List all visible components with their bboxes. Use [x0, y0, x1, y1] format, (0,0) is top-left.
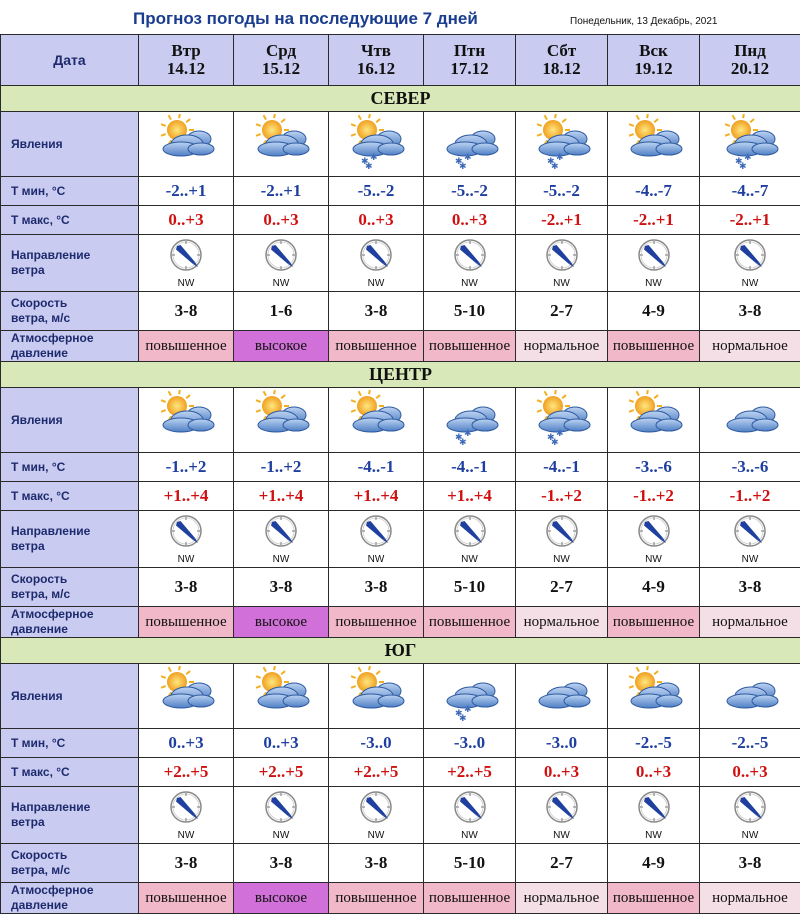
- phenomena-cell: [700, 664, 800, 729]
- phenomena-cell: [516, 664, 608, 729]
- wind-direction-value: NW: [516, 554, 607, 565]
- tmax-value: 0..+3: [516, 758, 608, 787]
- pressure-label: [1, 607, 139, 638]
- svg-text:✱: ✱: [547, 157, 555, 167]
- sun-cloud-icon: [345, 666, 407, 727]
- wind-direction-value: NW: [234, 278, 328, 289]
- tmax-label: Т макс, °С: [1, 206, 139, 235]
- wind-speed-label: [1, 844, 139, 883]
- phenomena-label: Явления: [1, 112, 139, 177]
- wind-direction-value: NW: [139, 278, 233, 289]
- svg-text:✱: ✱: [464, 153, 472, 163]
- day-header: [424, 35, 516, 86]
- compass-icon: [733, 238, 767, 277]
- sun-cloud-icon: [155, 390, 217, 451]
- tmax-value: -2..+1: [516, 206, 608, 235]
- tmin-label: Т мин, °С: [1, 177, 139, 206]
- wind-direction-row: [1, 235, 800, 292]
- wind-direction-cell: [234, 511, 329, 568]
- phenomena-cell: [516, 112, 608, 177]
- tmax-value: 0..+3: [234, 206, 329, 235]
- day-date: 19.12: [608, 60, 699, 78]
- tmax-value: +1..+4: [139, 482, 234, 511]
- phenomena-cell: [234, 664, 329, 729]
- date-header-row: [1, 35, 800, 86]
- svg-text:✱: ✱: [735, 157, 743, 167]
- phenomena-row: [1, 664, 800, 729]
- phenomena-cell: [139, 388, 234, 453]
- pressure-value: повышенное: [608, 331, 700, 362]
- region-row: [1, 86, 800, 112]
- wind-direction-value: NW: [329, 278, 423, 289]
- pressure-value: повышенное: [139, 883, 234, 914]
- wind-direction-row: [1, 787, 800, 844]
- tmin-value: -3..-6: [700, 453, 800, 482]
- tmin-value: -5..-2: [329, 177, 424, 206]
- wind-speed-value: 3-8: [329, 568, 424, 607]
- phenomena-cell: [329, 388, 424, 453]
- cloud-icon: [531, 666, 593, 727]
- pressure-value: высокое: [234, 607, 329, 638]
- tmax-row: [1, 206, 800, 235]
- svg-text:✱: ✱: [365, 162, 373, 170]
- cloud-icon: [719, 666, 781, 727]
- tmin-value: 0..+3: [234, 729, 329, 758]
- wind-direction-cell: [234, 235, 329, 292]
- phenomena-row: [1, 112, 800, 177]
- wind-direction-value: NW: [234, 554, 328, 565]
- pressure-value: нормальное: [516, 607, 608, 638]
- cloud-snow-icon: [439, 666, 501, 727]
- wind-speed-value: 4-9: [608, 568, 700, 607]
- pressure-value: нормальное: [700, 331, 800, 362]
- wind-direction-cell: [424, 511, 516, 568]
- sun-cloud-icon: [623, 390, 685, 451]
- wind-direction-value: NW: [424, 554, 515, 565]
- sun-cloud-snow-icon: [531, 114, 593, 175]
- phenomena-label: Явления: [1, 388, 139, 453]
- wind-direction-value: NW: [608, 830, 699, 841]
- phenomena-cell: [516, 388, 608, 453]
- forecast-table: [0, 34, 800, 914]
- phenomena-cell: [234, 388, 329, 453]
- pressure-value: высокое: [234, 331, 329, 362]
- wind-direction-cell: [608, 511, 700, 568]
- phenomena-cell: [139, 664, 234, 729]
- compass-icon: [359, 514, 393, 553]
- tmin-value: -3..0: [329, 729, 424, 758]
- region-row: [1, 638, 800, 664]
- compass-icon: [264, 238, 298, 277]
- tmin-value: -4..-7: [608, 177, 700, 206]
- tmax-value: -1..+2: [700, 482, 800, 511]
- pressure-label-line: давление: [11, 898, 138, 913]
- tmin-value: -3..0: [516, 729, 608, 758]
- tmin-row: [1, 453, 800, 482]
- svg-text:✱: ✱: [455, 433, 463, 443]
- date-header-label: Дата: [1, 35, 139, 86]
- tmin-value: 0..+3: [139, 729, 234, 758]
- tmin-value: -3..-6: [608, 453, 700, 482]
- day-of-week: Вск: [608, 42, 699, 60]
- page-title: Прогноз погоды на последующие 7 дней: [133, 9, 478, 29]
- svg-text:✱: ✱: [744, 153, 752, 163]
- compass-icon: [169, 790, 203, 829]
- phenomena-cell: [608, 664, 700, 729]
- wind-speed-label: [1, 292, 139, 331]
- sun-cloud-icon: [250, 114, 312, 175]
- wind-speed-value: 5-10: [424, 292, 516, 331]
- phenomena-label: Явления: [1, 664, 139, 729]
- sun-cloud-icon: [345, 390, 407, 451]
- phenomena-cell: [329, 664, 424, 729]
- pressure-label: [1, 331, 139, 362]
- tmax-value: +2..+5: [139, 758, 234, 787]
- tmin-value: -2..-5: [700, 729, 800, 758]
- pressure-label-line: давление: [11, 346, 138, 361]
- pressure-value: повышенное: [139, 331, 234, 362]
- compass-icon: [359, 790, 393, 829]
- compass-icon: [637, 514, 671, 553]
- pressure-value: повышенное: [608, 607, 700, 638]
- compass-icon: [359, 238, 393, 277]
- day-header: [234, 35, 329, 86]
- tmax-row: [1, 758, 800, 787]
- phenomena-cell: [139, 112, 234, 177]
- pressure-label-line: Атмосферное: [11, 883, 138, 898]
- phenomena-cell: [608, 112, 700, 177]
- tmax-value: 0..+3: [329, 206, 424, 235]
- tmax-value: 0..+3: [608, 758, 700, 787]
- sun-cloud-icon: [155, 114, 217, 175]
- phenomena-cell: [700, 112, 800, 177]
- wind-direction-cell: [608, 787, 700, 844]
- tmin-row: [1, 177, 800, 206]
- wind-speed-label-line: Скорость: [11, 296, 138, 311]
- tmin-value: -4..-1: [329, 453, 424, 482]
- tmax-value: -1..+2: [608, 482, 700, 511]
- wind-speed-label-line: Скорость: [11, 848, 138, 863]
- wind-speed-value: 3-8: [329, 844, 424, 883]
- wind-speed-value: 3-8: [700, 844, 800, 883]
- tmin-value: -2..+1: [234, 177, 329, 206]
- wind-direction-cell: [329, 235, 424, 292]
- tmin-value: -4..-7: [700, 177, 800, 206]
- svg-text:✱: ✱: [459, 438, 467, 446]
- day-of-week: Птн: [424, 42, 515, 60]
- phenomena-cell: [700, 388, 800, 453]
- svg-text:✱: ✱: [464, 705, 472, 715]
- region-name: ЮГ: [1, 638, 800, 664]
- wind-direction-cell: [424, 235, 516, 292]
- day-date: 15.12: [234, 60, 328, 78]
- wind-direction-label: [1, 787, 139, 844]
- tmin-value: -1..+2: [234, 453, 329, 482]
- day-date: 17.12: [424, 60, 515, 78]
- wind-direction-value: NW: [329, 830, 423, 841]
- wind-direction-value: NW: [700, 554, 800, 565]
- pressure-row: [1, 607, 800, 638]
- wind-direction-cell: [700, 511, 800, 568]
- tmax-value: +2..+5: [424, 758, 516, 787]
- cloud-snow-icon: [439, 114, 501, 175]
- pressure-value: нормальное: [516, 331, 608, 362]
- sun-cloud-snow-icon: [719, 114, 781, 175]
- day-of-week: Сбт: [516, 42, 607, 60]
- day-date: 14.12: [139, 60, 233, 78]
- svg-text:✱: ✱: [459, 714, 467, 722]
- sun-cloud-snow-icon: [531, 390, 593, 451]
- pressure-value: повышенное: [424, 331, 516, 362]
- svg-text:✱: ✱: [459, 162, 467, 170]
- svg-text:✱: ✱: [455, 157, 463, 167]
- wind-speed-label-line: ветра, м/с: [11, 311, 138, 326]
- wind-direction-value: NW: [608, 554, 699, 565]
- svg-text:✱: ✱: [556, 153, 564, 163]
- wind-direction-label-line: ветра: [11, 539, 138, 554]
- wind-speed-value: 3-8: [139, 568, 234, 607]
- svg-text:✱: ✱: [551, 438, 559, 446]
- pressure-value: повышенное: [329, 883, 424, 914]
- region-name: СЕВЕР: [1, 86, 800, 112]
- compass-icon: [264, 790, 298, 829]
- svg-text:✱: ✱: [556, 429, 564, 439]
- wind-direction-label-line: ветра: [11, 815, 138, 830]
- wind-speed-value: 4-9: [608, 844, 700, 883]
- phenomena-cell: [424, 112, 516, 177]
- compass-icon: [545, 514, 579, 553]
- day-header: [608, 35, 700, 86]
- day-of-week: Втр: [139, 42, 233, 60]
- wind-direction-cell: [139, 511, 234, 568]
- pressure-value: повышенное: [329, 331, 424, 362]
- phenomena-cell: [424, 388, 516, 453]
- day-of-week: Чтв: [329, 42, 423, 60]
- current-date: Понедельник, 13 Декабрь, 2021: [570, 16, 717, 27]
- wind-direction-row: [1, 511, 800, 568]
- pressure-row: [1, 883, 800, 914]
- tmin-value: -2..+1: [139, 177, 234, 206]
- pressure-value: повышенное: [424, 607, 516, 638]
- tmax-value: 0..+3: [139, 206, 234, 235]
- pressure-label-line: Атмосферное: [11, 331, 138, 346]
- region-name: ЦЕНТР: [1, 362, 800, 388]
- tmax-value: +1..+4: [234, 482, 329, 511]
- region-row: [1, 362, 800, 388]
- compass-icon: [545, 238, 579, 277]
- wind-direction-label: [1, 511, 139, 568]
- day-date: 16.12: [329, 60, 423, 78]
- phenomena-cell: [234, 112, 329, 177]
- pressure-value: повышенное: [139, 607, 234, 638]
- pressure-value: нормальное: [700, 883, 800, 914]
- cloud-snow-icon: [439, 390, 501, 451]
- tmax-value: +1..+4: [329, 482, 424, 511]
- svg-text:✱: ✱: [551, 162, 559, 170]
- day-header: [329, 35, 424, 86]
- wind-speed-label-line: Скорость: [11, 572, 138, 587]
- wind-direction-value: NW: [608, 278, 699, 289]
- wind-speed-row: [1, 292, 800, 331]
- pressure-row: [1, 331, 800, 362]
- wind-direction-label-line: Направление: [11, 800, 138, 815]
- compass-icon: [453, 790, 487, 829]
- pressure-label: [1, 883, 139, 914]
- compass-icon: [545, 790, 579, 829]
- wind-direction-cell: [700, 787, 800, 844]
- compass-icon: [169, 514, 203, 553]
- wind-speed-value: 5-10: [424, 568, 516, 607]
- day-header: [516, 35, 608, 86]
- compass-icon: [453, 238, 487, 277]
- compass-icon: [637, 790, 671, 829]
- wind-speed-row: [1, 844, 800, 883]
- tmax-value: +2..+5: [234, 758, 329, 787]
- sun-cloud-snow-icon: [345, 114, 407, 175]
- pressure-value: высокое: [234, 883, 329, 914]
- tmax-value: 0..+3: [700, 758, 800, 787]
- phenomena-cell: [424, 664, 516, 729]
- svg-text:✱: ✱: [455, 709, 463, 719]
- tmax-value: +2..+5: [329, 758, 424, 787]
- cloud-icon: [719, 390, 781, 451]
- pressure-label-line: давление: [11, 622, 138, 637]
- wind-direction-cell: [139, 787, 234, 844]
- tmin-value: -4..-1: [424, 453, 516, 482]
- wind-speed-value: 3-8: [329, 292, 424, 331]
- sun-cloud-icon: [623, 666, 685, 727]
- wind-direction-cell: [139, 235, 234, 292]
- wind-direction-value: NW: [329, 554, 423, 565]
- day-header: [139, 35, 234, 86]
- svg-text:✱: ✱: [547, 433, 555, 443]
- day-date: 20.12: [700, 60, 800, 78]
- wind-direction-cell: [424, 787, 516, 844]
- wind-speed-value: 2-7: [516, 844, 608, 883]
- tmax-value: 0..+3: [424, 206, 516, 235]
- tmax-value: -2..+1: [700, 206, 800, 235]
- wind-speed-label: [1, 568, 139, 607]
- wind-speed-value: 3-8: [234, 844, 329, 883]
- tmax-label: Т макс, °С: [1, 758, 139, 787]
- wind-direction-cell: [608, 235, 700, 292]
- sun-cloud-icon: [623, 114, 685, 175]
- wind-speed-value: 3-8: [234, 568, 329, 607]
- wind-speed-value: 3-8: [700, 568, 800, 607]
- svg-text:✱: ✱: [739, 162, 747, 170]
- wind-speed-value: 2-7: [516, 292, 608, 331]
- wind-speed-value: 1-6: [234, 292, 329, 331]
- wind-direction-value: NW: [700, 278, 800, 289]
- wind-direction-cell: [516, 787, 608, 844]
- phenomena-cell: [329, 112, 424, 177]
- wind-speed-value: 5-10: [424, 844, 516, 883]
- wind-speed-value: 4-9: [608, 292, 700, 331]
- tmin-value: -4..-1: [516, 453, 608, 482]
- compass-icon: [264, 514, 298, 553]
- wind-direction-value: NW: [516, 278, 607, 289]
- pressure-value: повышенное: [329, 607, 424, 638]
- tmax-value: -2..+1: [608, 206, 700, 235]
- wind-speed-row: [1, 568, 800, 607]
- tmin-value: -5..-2: [516, 177, 608, 206]
- phenomena-row: [1, 388, 800, 453]
- wind-direction-cell: [329, 511, 424, 568]
- tmin-row: [1, 729, 800, 758]
- wind-direction-value: NW: [424, 830, 515, 841]
- wind-speed-value: 3-8: [139, 292, 234, 331]
- tmax-row: [1, 482, 800, 511]
- tmin-value: -5..-2: [424, 177, 516, 206]
- day-date: 18.12: [516, 60, 607, 78]
- tmax-label: Т макс, °С: [1, 482, 139, 511]
- wind-direction-cell: [516, 511, 608, 568]
- svg-text:✱: ✱: [370, 153, 378, 163]
- wind-direction-cell: [700, 235, 800, 292]
- compass-icon: [733, 790, 767, 829]
- wind-direction-value: NW: [139, 554, 233, 565]
- wind-direction-value: NW: [139, 830, 233, 841]
- wind-direction-label-line: Направление: [11, 524, 138, 539]
- sun-cloud-icon: [155, 666, 217, 727]
- tmax-value: +1..+4: [424, 482, 516, 511]
- compass-icon: [733, 514, 767, 553]
- wind-speed-label-line: ветра, м/с: [11, 587, 138, 602]
- wind-direction-cell: [329, 787, 424, 844]
- wind-direction-value: NW: [424, 278, 515, 289]
- wind-direction-label-line: Направление: [11, 248, 138, 263]
- pressure-value: повышенное: [608, 883, 700, 914]
- sun-cloud-icon: [250, 666, 312, 727]
- tmin-value: -1..+2: [139, 453, 234, 482]
- wind-speed-value: 3-8: [700, 292, 800, 331]
- wind-speed-label-line: ветра, м/с: [11, 863, 138, 878]
- pressure-value: нормальное: [516, 883, 608, 914]
- tmin-value: -2..-5: [608, 729, 700, 758]
- tmin-value: -3..0: [424, 729, 516, 758]
- pressure-label-line: Атмосферное: [11, 607, 138, 622]
- wind-direction-value: NW: [516, 830, 607, 841]
- pressure-value: повышенное: [424, 883, 516, 914]
- wind-direction-value: NW: [700, 830, 800, 841]
- sun-cloud-icon: [250, 390, 312, 451]
- tmin-label: Т мин, °С: [1, 453, 139, 482]
- pressure-value: нормальное: [700, 607, 800, 638]
- svg-text:✱: ✱: [361, 157, 369, 167]
- day-header: [700, 35, 800, 86]
- tmin-label: Т мин, °С: [1, 729, 139, 758]
- page-header: [0, 0, 800, 34]
- phenomena-cell: [608, 388, 700, 453]
- tmax-value: -1..+2: [516, 482, 608, 511]
- wind-speed-value: 2-7: [516, 568, 608, 607]
- day-of-week: Пнд: [700, 42, 800, 60]
- wind-speed-value: 3-8: [139, 844, 234, 883]
- compass-icon: [637, 238, 671, 277]
- wind-direction-value: NW: [234, 830, 328, 841]
- wind-direction-cell: [234, 787, 329, 844]
- wind-direction-cell: [516, 235, 608, 292]
- compass-icon: [453, 514, 487, 553]
- svg-text:✱: ✱: [464, 429, 472, 439]
- compass-icon: [169, 238, 203, 277]
- wind-direction-label-line: ветра: [11, 263, 138, 278]
- day-of-week: Срд: [234, 42, 328, 60]
- wind-direction-label: [1, 235, 139, 292]
